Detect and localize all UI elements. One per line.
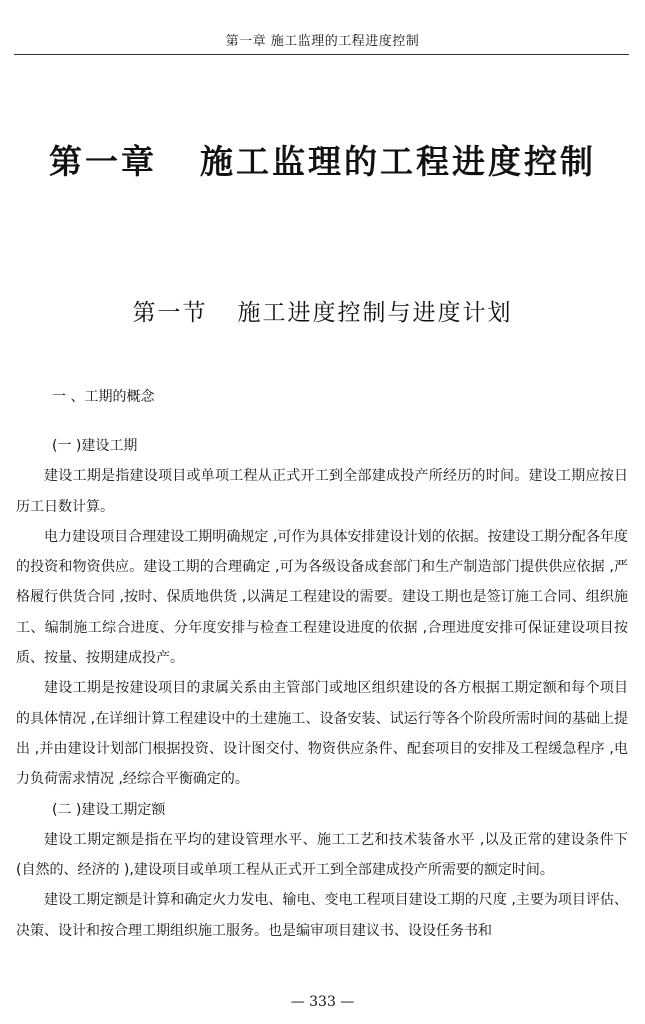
- section-label: 第一节: [132, 300, 208, 326]
- chapter-name: 施工监理的工程进度控制: [199, 142, 596, 181]
- paragraph-3: 建设工期是按建设项目的隶属关系由主管部门或地区组织建设的各方根据工期定额和每个项目的具体情况 ,在详细计算工程建设中的土建施工、设备安装、试运行等各个阶段所需时间的基础上提出 ,并由建设计划部门根据投资、设计图交付、物资供应条件、配套项目的安排及工程缓急程序 ,电力负荷需求情况 ,经综合平衡确定的。: [16, 680, 628, 788]
- paragraph-5: 建设工期定额是计算和确定火力发电、输电、变电工程项目建设工期的尺度 ,主要为项目评估、决策、设计和按合理工期组织施工服务。也是编审项目建议书、设设任务书和: [16, 892, 628, 939]
- body-text: [16, 431, 628, 946]
- paragraph-4: 建设工期定额是指在平均的建设管理水平、施工工艺和技术装备水平 ,以及正常的建设条件下 (自然的、经济的 ),建设项目或单项工程从正式开工到全部建成投产所需要的额定时间。: [16, 831, 628, 879]
- running-header: 第一章 施工监理的工程进度控制: [225, 34, 420, 49]
- paragraph-2: 电力建设项目合理建设工期明确规定 ,可作为具体安排建设计划的依据。按建设工期分配各年度的投资和物资供应。建设工期的合理确定 ,可为各级设备成套部门和生产制造部门提供供应依据 ,严格履行供货合同 ,按时、保质地供货 ,以满足工程建设的需要。建设工期也是签订施工合同、组织施工、编制施工综合进度、分年度安排与检查工程建设进度的依据 ,合理进度安排可保证建设项目按质、按量、按期建成投产。: [16, 528, 628, 667]
- header-divider: [14, 54, 629, 55]
- page-number: — 333 —: [290, 994, 355, 1010]
- section-name: 施工进度控制与进度计划: [237, 300, 513, 326]
- paragraph-1: 建设工期是指建设项目或单项工程从正式开工到全部建成投产所经历的时间。建设工期应按日历工日数计算。: [16, 468, 628, 515]
- chapter-label: 第一章: [49, 142, 158, 181]
- subheading-1: (一 )建设工期: [52, 438, 138, 454]
- subheading-2: (二 )建设工期定额: [52, 801, 166, 818]
- heading-level-1: 一 、工期的概念: [52, 389, 155, 405]
- chapter-title: [0, 136, 645, 183]
- section-title: [0, 294, 645, 327]
